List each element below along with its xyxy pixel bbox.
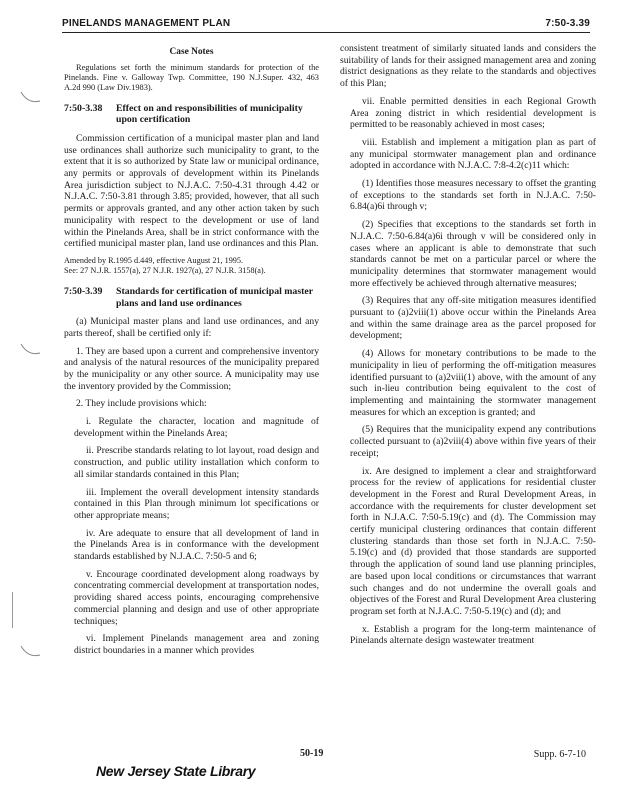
- section-title: Effect on and responsibilities of municipality upon certification: [116, 102, 303, 126]
- clause-3: (3) Requires that any off-site mitigation measures identified pursuant to (a)2viii(1) above occur within the Pinelands Area and within the same drainage area as the parcel proposed for development;: [350, 295, 596, 342]
- subparagraph-viii: viii. Establish and implement a mitigation plan as part of any municipal stormwater management plan and ordinance adopted in accordance with N.J.A.C. 7:8-4.2(c)11 which:: [350, 136, 596, 172]
- case-notes-title: Case Notes: [169, 47, 214, 57]
- section-number: 7:50-3.38: [64, 102, 103, 114]
- subparagraph-ix: ix. Are designed to implement a clear and straightforward process for the review of applications for residential cluster development in the Forest and Rural Development Areas, in accordance with the requirements for cluster development set forth in N.J.A.C. 7:50-5.19(c) and (d). The Commission may certify municipal clustering ordinances that contain different clustering standards than those set forth in N.J.A.C. 7:50-5.19(c) and (d) provided that those standards are supported through the application of sound land use planning principles, are based upon local conditions or circumstances that warrant such changes and do not undermine the overall goals and objectives of the Forest and Rural Development Area clustering program set forth at N.J.A.C. 7:50-5.19(c) and (d); and: [350, 465, 596, 617]
- left-column: [64, 43, 319, 663]
- subparagraph-vi: vi. Implement Pinelands management area and zoning district boundaries in a manner which provides: [74, 633, 319, 656]
- subparagraph-i: i. Regulate the character, location and magnitude of development within the Pinelands Area;: [74, 416, 319, 439]
- subparagraph-x: x. Establish a program for the long-term maintenance of Pinelands alternate design wastewater treatment: [350, 623, 596, 647]
- page-number: 50-19: [300, 748, 324, 759]
- subparagraph-iv: iv. Are adequate to ensure that all development of land in the Pinelands Area is in conformance with the development standards established by N.J.A.C. 7:50-5 and 6;: [74, 527, 319, 563]
- subsection-a-intro: (a) Municipal master plans and land use ordinances, and any parts thereof, shall be certified only if:: [64, 316, 319, 339]
- clause-4: (4) Allows for monetary contributions to be made to the municipality in lieu of performing the off-mitigation measures identified pursuant to (a)2viii(1) above, with the amount of any such in-lieu contribution being equivalent to the cost of implementing and maintaining the stormwater management measures for which an exception is granted; and: [350, 348, 596, 418]
- binding-hole-mark: [18, 640, 44, 662]
- amendment-note: Amended by R.1995 d.449, effective August 21, 1995.: [64, 255, 244, 265]
- section-body: Commission certification of a municipal master plan and land use ordinances shall authorize such municipality to grant, to the extent that it is so authorized by State law or municipal ordinance, any permits or approvals of development within its Pinelands Area jurisdiction subject to N.J.A.C. 7:50-4.31 through 4.42 or N.J.A.C. 7:50-3.81 through 3.85; provided, however, that all such permits or approvals granted, and any other action taken by such municipality with respect to the development or use of land within the Pinelands Area, shall be in strict conformance with the certified municipal master plan, land use ordinances and this Plan.: [64, 132, 319, 250]
- subparagraph-iii: iii. Implement the overall development intensity standards contained in this Plan through minimum lot specifications or other appropriate means;: [74, 486, 319, 521]
- continued-text: consistent treatment of similarly situated lands and considers the suitability of lands for their assigned management area and zoning district designations as they relate to the standards and objectives of this Plan;: [340, 43, 596, 90]
- binding-hole-mark: [18, 338, 44, 360]
- library-stamp: New Jersey State Library: [96, 763, 256, 779]
- clause-1: (1) Identifies those measures necessary to offset the granting of exceptions to the standards set forth in N.J.A.C. 7:50-6.84(a)6i through v;: [350, 178, 596, 213]
- section-heading-339: [64, 286, 319, 309]
- section-title: Standards for certification of municipal master plans and land use ordinances: [116, 285, 313, 309]
- paragraph-2: 2. They include provisions which:: [76, 398, 207, 410]
- margin-line: [12, 592, 13, 628]
- see-reference: See: 27 N.J.R. 1557(a), 27 N.J.R. 1927(a), 27 N.J.R. 3158(a).: [64, 265, 266, 275]
- clause-5: (5) Requires that the municipality expend any contributions collected pursuant to (a)2viii(4) above within five years of their receipt;: [350, 424, 596, 459]
- case-note: Regulations set forth the minimum standards for protection of the Pinelands. Fine v. Galloway Twp. Committee, 190 N.J.Super. 432, 463 A.2d 990 (Law Div.1983).: [64, 62, 319, 92]
- header-section: 7:50-3.39: [545, 18, 590, 29]
- subparagraph-ii: ii. Prescribe standards relating to lot layout, road design and construction, and public utility installation which conform to all similar standards contained in this Plan;: [74, 445, 319, 480]
- section-heading-338: [64, 103, 319, 126]
- supplement-date: Supp. 6-7-10: [533, 749, 586, 760]
- section-number: 7:50-3.39: [64, 285, 103, 297]
- running-header: [62, 16, 590, 33]
- header-title: PINELANDS MANAGEMENT PLAN: [62, 18, 231, 29]
- right-column: [340, 43, 596, 653]
- clause-2: (2) Specifies that exceptions to the standards set forth in N.J.A.C. 7:50-6.84(a)6i through v will be considered only in cases where an applicant is able to demonstrate that such standards cannot be met on a particular parcel or where the municipality determines that stormwater management would more effectively be achieved through alternative measures;: [350, 219, 596, 289]
- binding-hole-mark: [18, 86, 44, 108]
- paragraph-1: 1. They are based upon a current and comprehensive inventory and analysis of the natural resources of the municipality prepared by the municipality or any other source. A municipality may use the inventory provided by the Commission;: [64, 345, 319, 392]
- subparagraph-v: v. Encourage coordinated development along roadways by concentrating commercial development at transportation nodes, providing shared access points, encouraging comprehensive commercial planning and design and use of other appropriate techniques;: [74, 568, 319, 627]
- subparagraph-vii: vii. Enable permitted densities in each Regional Growth Area zoning district in which residential development is permitted to be reasonably achieved in most cases;: [350, 95, 596, 131]
